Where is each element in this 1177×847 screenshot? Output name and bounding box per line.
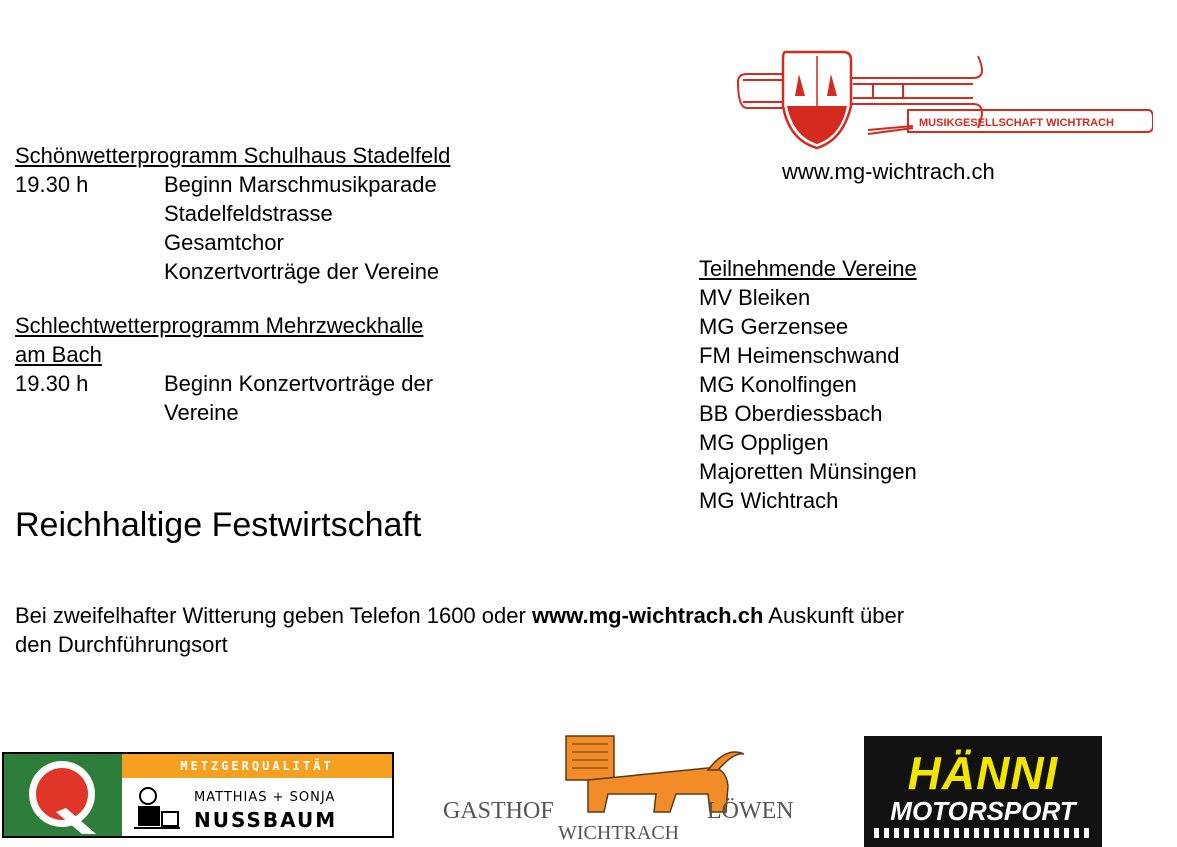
good-weather-program	[15, 141, 575, 286]
festwirtschaft-heading: Reichhaltige Festwirtschaft	[15, 506, 422, 544]
info-prefix: Bei zweifelhafter Witterung geben Telefon 1600 oder	[15, 603, 532, 628]
info-line2: den Durchführungsort	[15, 632, 228, 657]
q-logo-icon	[4, 754, 122, 836]
nussbaum-banner: METZGERQUALITÄT	[122, 754, 392, 778]
loewen-left-text: GASTHOF	[443, 798, 554, 824]
logo-text: MUSIKGESELLSCHAFT WICHTRACH	[919, 117, 1114, 129]
loewen-bottom-text: WICHTRACH	[558, 822, 680, 844]
q-quality-badge	[4, 754, 122, 836]
sponsor-nussbaum	[2, 752, 394, 838]
nussbaum-surname: NUSSBAUM	[194, 808, 338, 832]
mg-wichtrach-logo	[733, 44, 1153, 154]
participant-item: MG Oppligen	[699, 430, 829, 455]
info-link[interactable]: www.mg-wichtrach.ch	[531, 603, 764, 628]
website-text: www.mg-wichtrach.ch	[782, 159, 995, 184]
program-item: Gesamtchor	[164, 230, 284, 255]
participant-item: Majoretten Münsingen	[699, 459, 917, 484]
nussbaum-names: MATTHIAS + SONJA	[194, 790, 336, 805]
participant-item: BB Oberdiessbach	[699, 401, 883, 426]
participants-list	[699, 254, 917, 515]
bad-weather-program	[15, 311, 575, 427]
program-item: Beginn Marschmusikparade	[164, 172, 437, 197]
participant-item: MG Konolfingen	[699, 372, 857, 397]
haenni-line2: MOTORSPORT	[890, 796, 1076, 826]
program-item: Vereine	[164, 400, 239, 425]
sponsor-loewen	[440, 730, 800, 845]
program-item: Stadelfeldstrasse	[164, 201, 333, 226]
participant-item: MV Bleiken	[699, 285, 811, 310]
program-item: Beginn Konzertvorträge der	[164, 371, 434, 396]
participant-item: FM Heimenschwand	[699, 343, 900, 368]
participant-item: MG Wichtrach	[699, 488, 839, 513]
participants-heading: Teilnehmende Vereine	[699, 256, 917, 281]
haenni-line1: HÄNNI	[907, 747, 1059, 799]
weather-info	[15, 601, 1115, 659]
good-weather-heading: Schönwetterprogramm Schulhaus Stadelfeld	[15, 143, 451, 168]
bad-weather-heading-line2: am Bach	[15, 342, 102, 367]
loewen-right-text: LÖWEN	[707, 798, 794, 824]
trombone-logo-graphic	[733, 44, 1153, 154]
info-suffix: Auskunft über	[763, 603, 905, 628]
good-weather-time: 19.30 h	[15, 172, 89, 197]
participant-item: MG Gerzensee	[699, 314, 849, 339]
checkered-stripe	[874, 828, 1092, 838]
sponsor-haenni	[864, 736, 1102, 847]
program-item: Konzertvorträge der Vereine	[164, 259, 440, 284]
bad-weather-time: 19.30 h	[15, 371, 89, 396]
bad-weather-heading-line1: Schlechtwetterprogramm Mehrzweckhalle	[15, 313, 424, 338]
butcher-icon	[128, 782, 184, 832]
